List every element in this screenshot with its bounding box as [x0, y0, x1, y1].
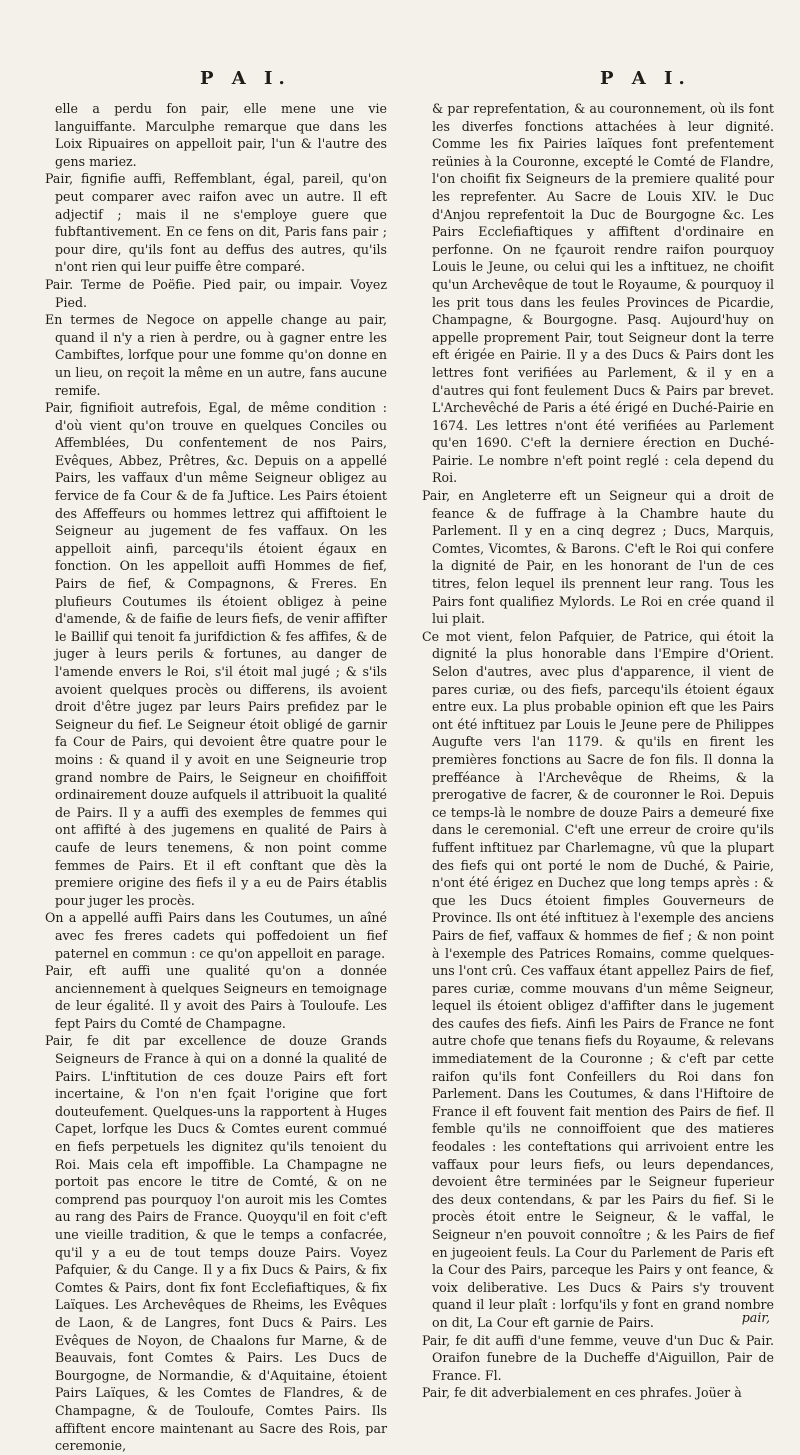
paragraph: Pair, fe dit adverbialement en ces phrafes. Joüer à — [422, 1385, 742, 1401]
right-column — [422, 100, 774, 1402]
running-head-left: P A I. — [200, 68, 291, 89]
paragraph: Pair, eft auffi une qualité qu'on a donnée anciennement à quelques Seigneurs en temoignage de leur égalité. Il y avoit des Pairs à Touloufe. Les fept Pairs du Comté de Champagne. — [45, 963, 387, 1031]
paragraph: Ce mot vient, felon Pafquier, de Patrice, qui étoit la dignité la plus honorable dans l'Empire d'Orient. Selon d'autres, avec plus d'apparence, il vient de pares curiæ, ou des fiefs, parcequ'ils étoient égaux entre eux. La plus probable opinion eft que les Pairs ont été inftituez par Louis le Jeune pere de Philippes Augufte vers l'an 1179. & qu'ils en firent les premières fonctions au Sacre de fon fils. Il donna la prefféance à l'Archevêque de Rheims, & la prerogative de facrer, & de couronner le Roi. Depuis ce temps-là le nombre de douze Pairs a demeuré fixe dans le ceremonial. C'eft une erreur de croire qu'ils fuffent inftituez par Charlemagne, vû que la plupart des fiefs qui ont porté le nom de Duché, & Pairie, n'ont été érigez en Duchez que long temps après : & que les Ducs étoient fimples Gouverneurs de Province. Ils ont été inftituez à l'exemple des anciens Pairs de fief, vaffaux & hommes de fief ; & non point à l'exemple des Patrices Romains, comme quelques-uns l'ont crû. Ces vaffaux étant appellez Pairs de fief, pares curiæ, comme mouvans d'un même Seigneur, lequel ils étoient obligez d'affifter dans le jugement des caufes des fiefs. Ainfi les Pairs de France ne font autre chofe que tenans fiefs du Royaume, & relevans immediatement de la Couronne ; & c'eft par cette raifon qu'ils font Confeillers du Roi dans fon Parlement. Dans les Coutumes, & dans l'Hiftoire de France il eft fouvent fait mention des Pairs de fief. Il femble qu'ils ne connoiffoient que des matieres feodales : les conteftations qui arrivoient entre les vaffaux pour leurs fiefs, ou leurs dependances, devoient être terminées par le Seigneur fuperieur des deux contendans, & par les Pairs du fief. Si le procès étoit entre le Seigneur, & le vaffal, le Seigneur n'en pouvoit connoître ; & les Pairs de fief en jugeoient feuls. La Cour du Parlement de Paris eft la Cour des Pairs, parceque les Pairs y ont feance, & voix deliberative. Les Ducs & Pairs s'y trouvent quand il leur plaît : lorfqu'ils y font en grand nombre on dit, La Cour eft garnie de Pairs. — [422, 628, 774, 1330]
running-head-right: P A I. — [600, 68, 691, 89]
paragraph: elle a perdu fon pair, elle mene une vie languiffante. Marculphe remarque que dans les Loix Ripuaires on appelloit pair, l'un & l'autre des gens mariez. — [55, 101, 387, 169]
paragraph: On a appellé auffi Pairs dans les Coutumes, un aîné avec fes freres cadets qui poffedoient un fief paternel en commun : ce qu'on appelloit en parage. — [45, 910, 387, 961]
paragraph: & par reprefentation, & au couronnement, où ils font les diverfes fonctions attachées à leur dignité. Comme les fix Pairies laïques font prefentement reünies à la Couronne, excepté le Comté de Flandre, l'on choifit fix Seigneurs de la premiere qualité pour les reprefenter. Au Sacre de Louis XIV. le Duc d'Anjou reprefentoit la Duc de Bourgogne &c. Les Pairs Ecclefiaftiques y affiftent d'ordinaire en perfonne. On ne fçauroit rendre raifon pourquoy Louis le Jeune, ou celui qui les a inftituez, ne choifit qu'un Archevêque de tout le Royaume, & pourquoy il les prit tous dans les feules Provinces de Picardie, Champagne, & Bourgogne. Pasq. Aujourd'huy on appelle proprement Pair, tout Seigneur dont la terre eft érigée en Pairie. Il y a des Ducs & Pairs dont les lettres font verifiées au Parlement, & il y en a d'autres qui font feulement Ducs & Pairs par brevet. L'Archevêché de Paris a été érigé en Duché-Pairie en 1674. Les lettres n'ont été verifiées au Parlement qu'en 1690. C'eft la derniere érection en Duché-Pairie. Le nombre n'eft point reglé : cela depend du Roi. — [432, 101, 774, 486]
left-column — [45, 100, 387, 1455]
paragraph: Pair, fignifie auffi, Reffemblant, égal, pareil, qu'on peut comparer avec raifon avec un autre. Il eft adjectif ; mais il ne s'employe guere que fubftantivement. En ce fens on dit, Paris fans pair ; pour dire, qu'ils font au deffus des autres, qu'ils n'ont rien qui leur puiffe être comparé. — [45, 171, 387, 275]
catchword: pair, — [741, 1310, 770, 1325]
paragraph: Pair, fe dit auffi d'une femme, veuve d'un Duc & Pair. Oraifon funebre de la Ducheffe d'Aiguillon, Pair de France. Fl. — [422, 1332, 774, 1383]
paragraph: En termes de Negoce on appelle change au pair, quand il n'y a rien à perdre, ou à gagner entre les Cambiftes, lorfque pour une fomme qu'on donne en un lieu, on reçoit la même en un autre, fans aucune remife. — [45, 312, 387, 398]
paragraph: Pair, en Angleterre eft un Seigneur qui a droit de feance & de fuffrage à la Chambre haute du Parlement. Il y en a cinq degrez ; Ducs, Marquis, Comtes, Vicomtes, & Barons. C'eft le Roi qui confere la dignité de Pair, en les honorant de l'un de ces titres, felon lequel ils prennent leur rang. Tous les Pairs font qualifiez Mylords. Le Roi en crée quand il lui plait. — [422, 488, 774, 627]
paragraph: Pair, fe dit par excellence de douze Grands Seigneurs de France à qui on a donné la qualité de Pairs. L'inftitution de ces douze Pairs eft fort incertaine, & l'on n'en fçait l'origine que fort douteufement. Quelques-uns la rapportent à Huges Capet, lorfque les Ducs & Comtes eurent commué en fiefs perpetuels les dignitez qu'ils tenoient du Roi. Mais cela eft impoffible. La Champagne ne portoit pas encore le titre de Comté, & on ne comprend pas pourquoy l'on auroit mis les Comtes au rang des Pairs de France. Quoyqu'il en foit c'eft une vieille tradition, & que le temps a confacrée, qu'il y a eu de tout temps douze Pairs. Voyez Pafquier, & du Cange. Il y a fix Ducs & Pairs, & fix Comtes & Pairs, dont fix font Ecclefiaftiques, & fix Laïques. Les Archevêques de Rheims, les Evêques de Laon, & de Langres, font Ducs & Pairs. Les Evêques de Noyon, de Chaalons fur Marne, & de Beauvais, font Comtes & Pairs. Les Ducs de Bourgogne, de Normandie, & d'Aquitaine, étoient Pairs Laïques, & les Comtes de Flandres, & de Champagne, & de Touloufe, Comtes Pairs. Ils affiftent encore maintenant au Sacre des Rois, par ceremonie, — [45, 1033, 387, 1454]
paragraph: Pair. Terme de Poëfie. Pied pair, ou impair. Voyez Pied. — [45, 276, 387, 310]
paragraph: Pair, fignifioit autrefois, Egal, de même condition : d'où vient qu'on trouve en quelques Conciles ou Affemblées, Du confentement de nos Pairs, Evêques, Abbez, Prêtres, &c. Depuis on a appellé Pairs, les vaffaux d'un même Seigneur obligez au fervice de fa Cour & de fa Juftice. Les Pairs étoient des Affeffeurs ou hommes lettrez qui affiftoient le Seigneur au jugement de fes vaffaux. On les appelloit ainfi, parcequ'ils étoient égaux en fonction. On les appelloit auffi Hommes de fief, Pairs de fief, & Compagnons, & Freres. En plufieurs Coutumes ils étoient obligez à peine d'amende, & de faifie de leurs fiefs, de venir affifter le Baillif qui tenoit fa jurifdiction & fes affifes, & de juger à leurs perils & fortunes, au danger de l'amende envers le Roi, s'il étoit mal jugé ; & s'ils avoient quelques procès ou differens, ils avoient droit d'être jugez par leurs Pairs prefidez par le Seigneur du fief. Le Seigneur étoit obligé de garnir fa Cour de Pairs, qui devoient être quatre pour le moins : & quand il y avoit en une Seigneurie trop grand nombre de Pairs, le Seigneur en choififfoit ordinairement douze aufquels il attribuoit la qualité de Pairs. Il y a auffi des exemples de femmes qui ont affifté à des jugemens en qualité de Pairs à caufe de leurs tenemens, & non point comme femmes de Pairs. Et il eft conftant que dès la premiere origine des fiefs il y a eu de Pairs établis pour juger les procès. — [45, 400, 388, 908]
